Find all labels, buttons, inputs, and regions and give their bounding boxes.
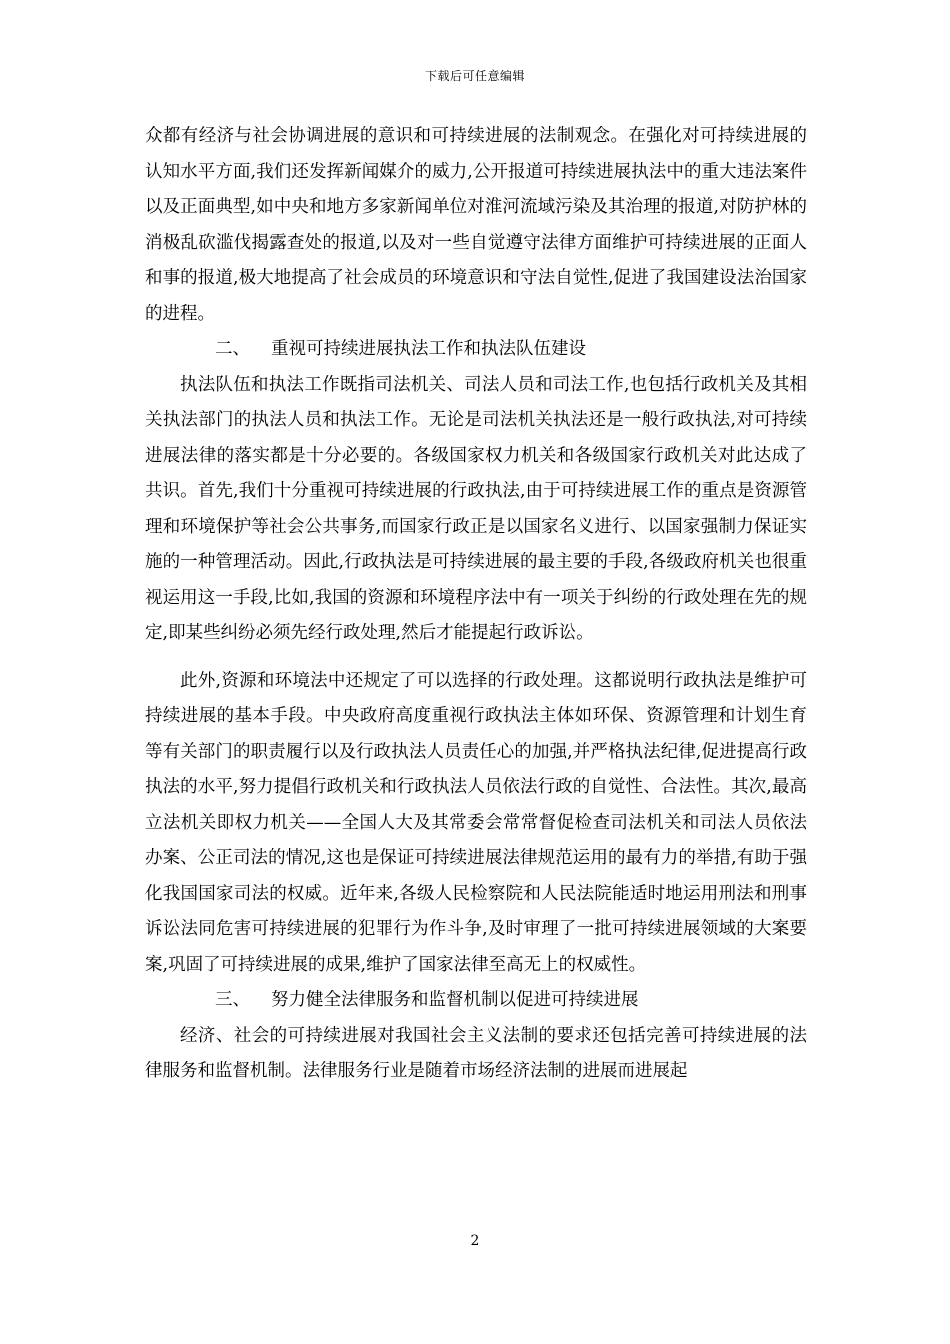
section-heading-3-text: 努力健全法律服务和监督机制以促进可持续进展 xyxy=(271,990,639,1010)
paragraph-administrative: 此外,资源和环境法中还规定了可以选择的行政处理。这都说明行政执法是维护可持续进展的基本手段。中央政府高度重视行政执法主体如环保、资源管理和计划生育等有关部门的职责履行以及行政执法人员责任心的加强,并严格执法纪律,促进提高行政执法的水平,努力提倡行政机关和行政执法人员依法行政的自觉性、合法性。其次,最高立法机关即权力机关——全国人大及其常委会常常督促检查司法机关和司法人员依法办案、公正司法的情况,这也是保证可持续进展法律规范运用的最有力的举措,有助于强化我国国家司法的权威。近年来,各级人民检察院和人民法院能适时地运用刑法和刑事诉讼法同危害可持续进展的犯罪行为作斗争,及时审理了一批可持续进展领域的大案要案,巩固了可持续进展的成果,维护了国家法律至高无上的权威性。 xyxy=(145,670,807,975)
page-number: 2 xyxy=(470,1233,480,1249)
paragraph-enforcement: 执法队伍和执法工作既指司法机关、司法人员和司法工作,也包括行政机关及其相关执法部门的执法人员和执法工作。无论是司法机关执法还是一般行政执法,对可持续进展法律的落实都是十分必要的。各级国家权力机关和各级国家行政机关对此达成了共识。首先,我们十分重视可持续进展的行政执法,由于可持续进展工作的重点是资源管理和环境保护等社会公共事务,而国家行政正是以国家名义进行、以国家强制力保证实施的一种管理活动。因此,行政执法是可持续进展的最主要的手段,各级政府机关也很重视运用这一手段,比如,我国的资源和环境程序法中有一项关于纠纷的行政处理在先的规定,即某些纠纷必须先经行政处理,然后才能提起行政诉讼。 xyxy=(145,374,807,643)
paragraph-legal-services: 经济、社会的可持续进展对我国社会主义法制的要求还包括完善可持续进展的法律服务和监督机制。法律服务行业是随着市场经济法制的进展而进展起 xyxy=(145,1025,807,1081)
page-header: 下载后可任意编辑 xyxy=(424,69,525,83)
section-heading-2-text: 重视可持续进展执法工作和执法队伍建设 xyxy=(271,339,586,359)
paragraph-continued: 众都有经济与社会协调进展的意识和可持续进展的法制观念。在强化对可持续进展的认知水平方面,我们还发挥新闻媒介的威力,公开报道可持续进展执法中的重大违法案件以及正面典型,如中央和地方多家新闻单位对淮河流域污染及其治理的报道,对防护林的消极乱砍滥伐揭露查处的报道,以及对一些自觉遵守法律方面维护可持续进展的正面人和事的报道,极大地提高了社会成员的环境意识和守法自觉性,促进了我国建设法治国家的进程。 xyxy=(145,126,807,324)
section-heading-3-number: 三、 xyxy=(215,990,250,1010)
section-heading-3 xyxy=(145,983,807,1019)
document-body xyxy=(145,119,807,1090)
section-heading-2 xyxy=(145,332,807,368)
section-heading-2-number: 二、 xyxy=(215,339,250,359)
